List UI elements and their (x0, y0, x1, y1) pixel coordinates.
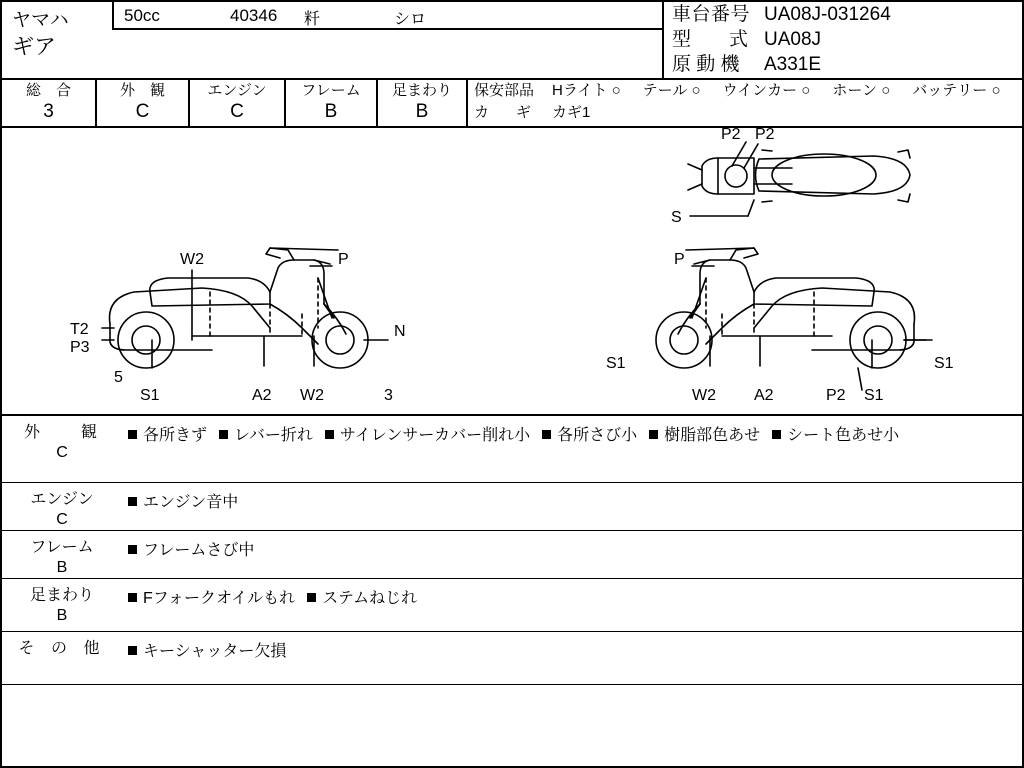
part-name-battery: バッテリー (912, 82, 988, 99)
grade-overall-value: 3 (43, 101, 54, 122)
bullet-square (772, 430, 781, 439)
remarks-category-label: そ の 他 (18, 640, 106, 657)
bullet-square (128, 545, 137, 554)
remark-item (772, 424, 899, 448)
damage-diagram (2, 128, 1022, 416)
remarks-category-other (2, 632, 122, 684)
remarks-category-blank (2, 685, 122, 741)
key-value: カギ1 (552, 104, 591, 121)
label-left-n: N (394, 323, 406, 340)
remark-item (219, 424, 313, 448)
safety-parts-row (474, 80, 1022, 102)
top-view-drawing (688, 142, 910, 216)
right-side-view-drawing (656, 248, 926, 368)
grade-frame-label: フレーム (301, 82, 361, 99)
label-right-p: P (674, 251, 685, 268)
header (2, 2, 1022, 80)
engine-row (672, 52, 1022, 77)
grade-engine-label: エンジン (207, 82, 267, 99)
remark-text: ステムねじれ (322, 590, 418, 607)
remarks-items-engine (122, 483, 1022, 530)
remark-item (128, 587, 295, 611)
label-right-a2: A2 (754, 387, 774, 404)
grade-overall-label: 総 合 (25, 82, 71, 99)
label-right-s1-right: S1 (934, 355, 954, 372)
remarks-category-grade: C (56, 511, 68, 528)
remarks-category-label: 足まわり (29, 587, 94, 604)
safety-parts-title: 保安部品 (474, 82, 535, 99)
remarks-items-exterior (122, 416, 1022, 482)
header-right (662, 2, 1022, 78)
remark-text: エンジン音中 (143, 494, 239, 511)
remark-text: 樹脂部色あせ (664, 427, 761, 444)
bullet-square (649, 430, 658, 439)
header-horizontal-rule (112, 28, 662, 30)
remarks-category-label: 外 観 (23, 424, 100, 441)
remark-text: サイレンサーカバー削れ小 (339, 427, 531, 444)
header-left (2, 2, 662, 78)
label-top-p2-left: P2 (721, 128, 741, 143)
grade-engine (190, 80, 286, 126)
remarks-items-blank (122, 685, 1022, 741)
remarks-category-exterior (2, 416, 122, 482)
bullet-square (219, 430, 228, 439)
remark-text: Fフォークオイルもれ (143, 590, 296, 607)
label-left-w2-top: W2 (180, 251, 204, 268)
label-top-s: S (671, 209, 682, 226)
type-row (672, 27, 1022, 52)
grade-suspension-label: 足まわり (391, 82, 452, 99)
remarks-items-other (122, 632, 1022, 684)
label-left-p: P (338, 251, 349, 268)
label-top-p2-right: P2 (755, 128, 775, 143)
displacement: 50cc (124, 6, 160, 25)
engine-value: A331E (764, 54, 822, 75)
remarks-category-label: エンジン (30, 491, 94, 508)
remark-text: キーシャッター欠損 (143, 643, 287, 660)
remarks-category-grade: C (56, 444, 68, 461)
mileage-unit: 粁 (304, 11, 321, 28)
label-left-5: 5 (114, 369, 123, 386)
color-value: シロ (394, 11, 427, 28)
grades-row (2, 80, 1022, 128)
maker-name: ヤマハ (12, 10, 69, 31)
part-name-headlight: Hライト (552, 82, 608, 99)
part-mark-horn: ○ (881, 82, 891, 99)
bullet-square (128, 430, 137, 439)
grade-frame-value: B (324, 101, 338, 122)
remark-item (542, 424, 637, 448)
remarks-row-suspension (2, 579, 1022, 632)
label-right-w2: W2 (692, 387, 716, 404)
remarks-row-engine (2, 483, 1022, 531)
remark-text: 各所さび小 (557, 427, 638, 444)
remark-text: 各所きず (143, 427, 208, 444)
diagram-svg (2, 128, 1022, 412)
grade-exterior-label: 外 観 (119, 82, 165, 99)
label-right-s1-left: S1 (606, 355, 626, 372)
label-left-s1: S1 (140, 387, 160, 404)
bullet-square (325, 430, 334, 439)
remarks-row-other (2, 632, 1022, 685)
grade-overall (2, 80, 97, 126)
label-left-p3: P3 (70, 339, 90, 356)
part-mark-battery: ○ (991, 82, 1001, 99)
header-vertical-rule (112, 2, 114, 28)
remarks-items-suspension (122, 579, 1022, 631)
grade-suspension-value: B (415, 101, 429, 122)
remark-item (128, 640, 286, 664)
remarks-category-suspension (2, 579, 122, 631)
label-right-s1-bottom: S1 (864, 387, 884, 404)
remarks-items-frame (122, 531, 1022, 578)
part-name-horn: ホーン (832, 82, 878, 99)
chassis-row (672, 2, 1022, 27)
type-label: 型 式 (672, 29, 749, 50)
remark-item (307, 587, 417, 611)
part-name-winker: ウインカー (722, 82, 798, 99)
label-left-a2: A2 (252, 387, 272, 404)
type-value: UA08J (764, 29, 822, 50)
part-name-tail: テール (642, 82, 688, 99)
remarks-table (2, 416, 1022, 741)
remark-text: レバー折れ (234, 427, 313, 444)
remarks-category-engine (2, 483, 122, 530)
remarks-row-blank (2, 685, 1022, 741)
remark-item (128, 491, 238, 515)
remarks-category-frame (2, 531, 122, 578)
remarks-category-grade: B (56, 559, 68, 576)
grade-exterior-value: C (135, 101, 150, 122)
remark-item (325, 424, 530, 448)
remark-item (649, 424, 760, 448)
model-name: ギア (12, 34, 57, 59)
chassis-value: UA08J-031264 (764, 4, 891, 25)
engine-label: 原 動 機 (672, 54, 740, 75)
remark-item (128, 424, 207, 448)
bullet-square (307, 593, 316, 602)
grade-exterior (97, 80, 190, 126)
bullet-square (128, 593, 137, 602)
grade-frame (286, 80, 378, 126)
remarks-row-frame (2, 531, 1022, 579)
leader-right-s1 (858, 368, 862, 390)
bullet-square (542, 430, 551, 439)
remark-text: フレームさび中 (143, 542, 255, 559)
part-mark-winker: ○ (801, 82, 811, 99)
label-left-t2: T2 (70, 321, 89, 338)
part-mark-headlight: ○ (611, 82, 621, 99)
label-left-w2-bottom: W2 (300, 387, 324, 404)
remark-item (128, 539, 254, 563)
mileage-value: 40346 (230, 6, 278, 25)
label-left-3: 3 (384, 387, 393, 404)
key-label: カ ギ (474, 104, 538, 121)
grade-engine-value: C (230, 101, 244, 122)
chassis-label: 車台番号 (672, 4, 751, 25)
safety-parts-cell (468, 80, 1022, 126)
bullet-square (128, 497, 137, 506)
remarks-category-label: フレーム (30, 539, 94, 556)
remarks-row-exterior (2, 416, 1022, 483)
grade-suspension (378, 80, 468, 126)
remark-text: シート色あせ小 (787, 427, 900, 444)
remarks-category-grade: B (56, 607, 68, 624)
key-row (474, 102, 1022, 124)
part-mark-tail: ○ (691, 82, 701, 99)
bullet-square (128, 646, 137, 655)
label-right-p2: P2 (826, 387, 846, 404)
